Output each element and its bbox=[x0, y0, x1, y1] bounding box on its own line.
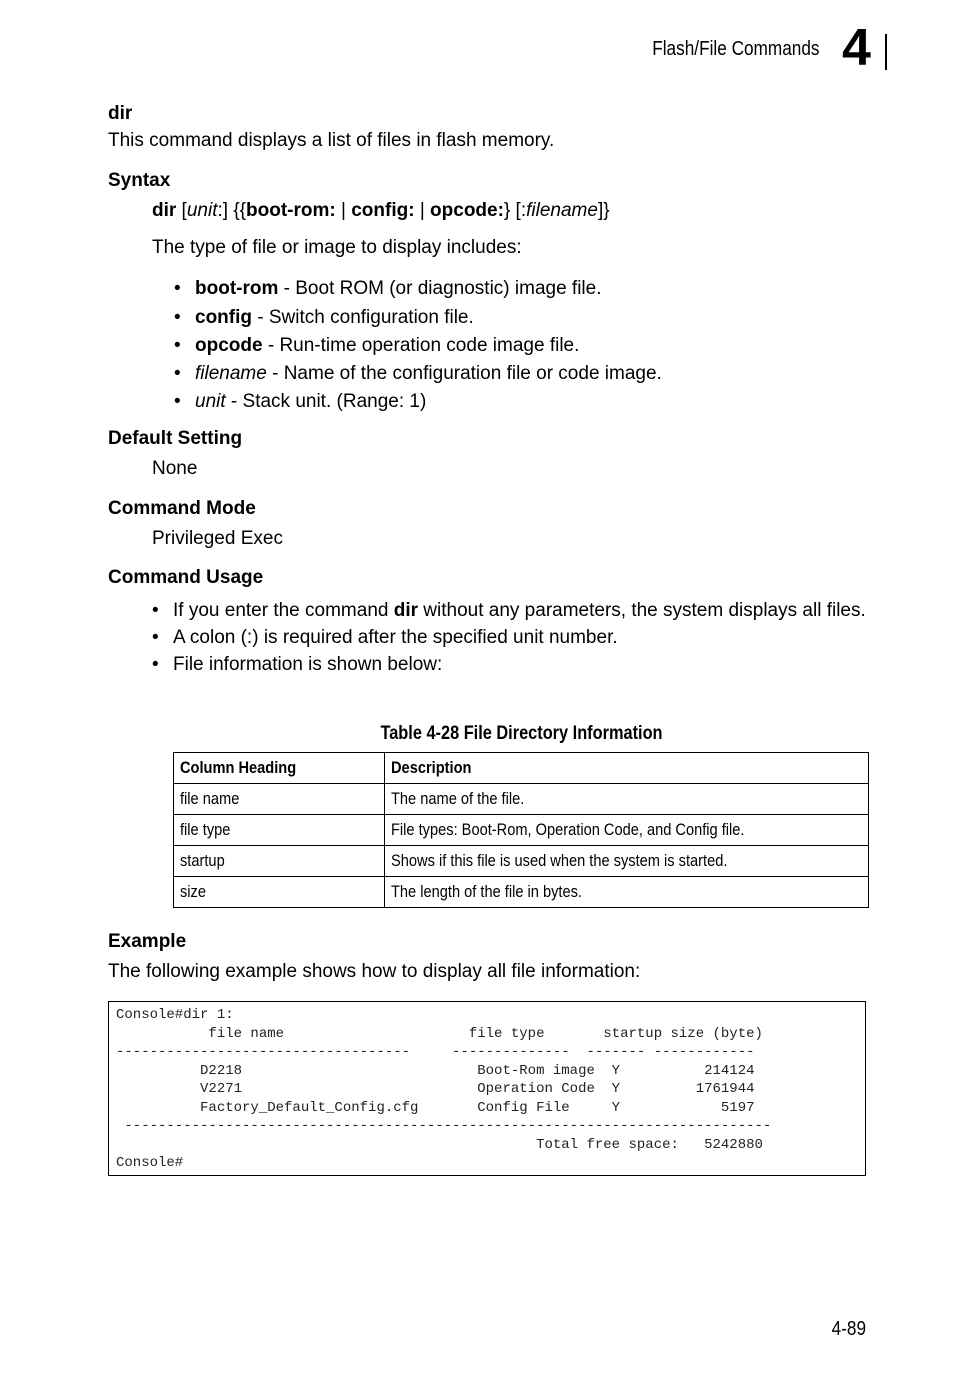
console-output-box bbox=[108, 1001, 866, 1176]
command-description: This command displays a list of files in flash memory. bbox=[108, 130, 555, 151]
console-output: Console#dir 1: file name file type startup size (byte) ----------------------------------- -------------- ------- ------------ D2218 Boot-Rom image Y 214124 V2271 Operation Code Y 1761944 Factory_Default_Config.cfg Config File Y 5197 ----------------------------------------------------------------------------- Total free space: 5242880 Console# bbox=[116, 1007, 772, 1171]
table-cell: startup bbox=[174, 846, 385, 877]
parameter-list bbox=[174, 276, 875, 414]
syntax-intro: The type of file or image to display includes: bbox=[152, 237, 522, 258]
table-header-cell: Description bbox=[385, 753, 869, 784]
command-mode-heading: Command Mode bbox=[108, 498, 256, 519]
command-usage-heading: Command Usage bbox=[108, 567, 264, 588]
usage-list bbox=[152, 598, 873, 677]
table-cell: file type bbox=[174, 815, 385, 846]
list-item: • config - Switch configuration file. bbox=[174, 307, 474, 328]
default-setting-heading: Default Setting bbox=[108, 428, 243, 449]
list-item: • unit - Stack unit. (Range: 1) bbox=[174, 391, 427, 412]
list-item: • filename - Name of the configuration file or code image. bbox=[174, 363, 662, 384]
chapter-divider bbox=[885, 34, 887, 70]
syntax-heading: Syntax bbox=[108, 170, 171, 191]
table-cell: Shows if this file is used when the system is started. bbox=[385, 846, 869, 877]
chapter-number: 4 bbox=[842, 19, 871, 77]
list-item: • File information is shown below: bbox=[152, 654, 443, 675]
table-header-row bbox=[174, 753, 869, 784]
file-directory-table bbox=[173, 752, 869, 908]
page-number: 4-89 bbox=[831, 1318, 866, 1340]
table-cell: File types: Boot-Rom, Operation Code, and Config file. bbox=[385, 815, 869, 846]
table-row bbox=[174, 815, 869, 846]
example-intro: The following example shows how to display all file information: bbox=[108, 961, 641, 982]
command-title: dir bbox=[108, 103, 133, 124]
table-caption: Table 4-28 File Directory Information bbox=[380, 723, 663, 744]
running-header: Flash/File Commands bbox=[652, 38, 820, 60]
list-item: • If you enter the command dir without any parameters, the system displays all files. bbox=[152, 600, 866, 621]
table-header-cell: Column Heading bbox=[174, 753, 385, 784]
syntax-line: dir [unit:] {{boot-rom: | config: | opcode:} [:filename]} bbox=[152, 200, 610, 221]
table-row bbox=[174, 784, 869, 815]
example-heading: Example bbox=[108, 931, 187, 952]
table-row bbox=[174, 846, 869, 877]
table-cell: file name bbox=[174, 784, 385, 815]
default-setting-value: None bbox=[152, 458, 198, 479]
list-item: • A colon (:) is required after the specified unit number. bbox=[152, 627, 618, 648]
table-cell: size bbox=[174, 877, 385, 908]
table-cell: The length of the file in bytes. bbox=[385, 877, 869, 908]
table-row bbox=[174, 877, 869, 908]
table-cell: The name of the file. bbox=[385, 784, 869, 815]
command-mode-value: Privileged Exec bbox=[152, 528, 283, 549]
list-item: • boot-rom - Boot ROM (or diagnostic) image file. bbox=[174, 278, 602, 299]
list-item: • opcode - Run-time operation code image file. bbox=[174, 335, 580, 356]
